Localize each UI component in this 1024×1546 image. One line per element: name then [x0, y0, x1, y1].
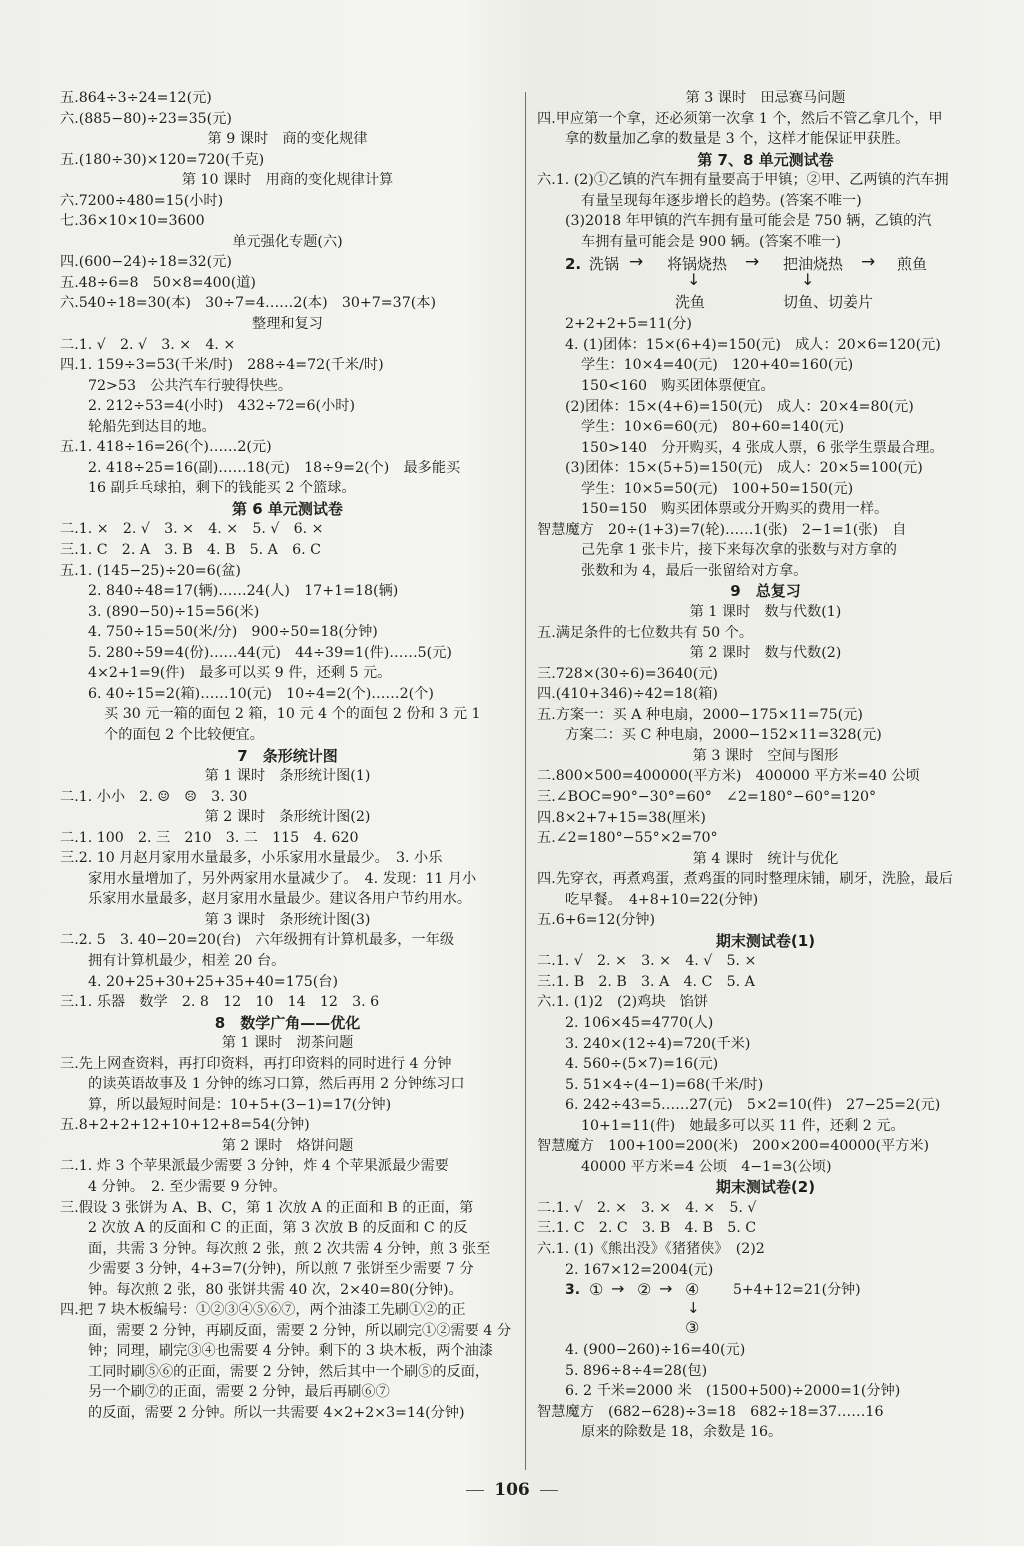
answer-line: 拿的数量加乙拿的数量是 3 个，这样才能保证甲获胜。	[565, 131, 910, 148]
answer-line: 六.(885−80)÷23=35(元)	[60, 110, 232, 127]
lesson-heading: 第 2 课时 数与代数(2)	[689, 645, 842, 662]
answer-line: 2. 212÷53=4(小时) 432÷72=6(小时)	[88, 398, 355, 415]
answer-line: 三.∠BOC=90°−30°=60° ∠2=180°−60°=120°	[537, 788, 877, 805]
section-heading: 期末测试卷(2)	[715, 1178, 816, 1197]
answer-line: 钟。每次煎 2 张，80 张饼共需 40 次，2×40=80(分钟)。	[88, 1281, 463, 1298]
right-column	[537, 88, 994, 1443]
answer-line: 五.满足条件的七位数共有 50 个。	[537, 624, 754, 641]
answer-line: 的读英语故事及 1 分钟的练习口算，然后再用 2 分钟练习口	[88, 1076, 465, 1093]
answer-line: 四.把 7 块木板编号：①②③④⑤⑥⑦，两个油漆工先刷①②的正	[60, 1302, 466, 1319]
lesson-heading: 第 4 课时 统计与优化	[692, 850, 839, 867]
lesson-heading: 第 10 课时 用商的变化规律计算	[181, 172, 394, 189]
answer-line: 己先拿 1 张卡片，接下来每次拿的张数与对方拿的	[581, 542, 897, 559]
flow-step: 煎鱼	[897, 255, 928, 274]
answer-line: 车拥有量可能会是 900 辆。(答案不唯一)	[581, 233, 841, 250]
answer-line: 2. 106×45=4770(人)	[565, 1014, 714, 1031]
answer-line: 有量呈现每年逐步增长的趋势。(答案不唯一)	[581, 192, 862, 209]
answer-line: 2. 840÷48=17(辆)……24(人) 17+1=18(辆)	[88, 583, 399, 600]
answer-line: (3)团体：15×(5+5)=150(元) 成人：20×5=100(元)	[565, 460, 923, 477]
answer-line: 三.728×(30÷6)=3640(元)	[537, 665, 718, 682]
answer-line: 5. 51×4÷(4−1)=68(千米/时)	[565, 1076, 764, 1093]
answer-line: 学生：10×5=50(元) 100+50=150(元)	[581, 480, 854, 497]
lesson-heading: 第 3 课时 空间与图形	[692, 747, 839, 764]
section-heading: 期末测试卷(1)	[715, 931, 816, 950]
answer-line: 学生：10×4=40(元) 120+40=160(元)	[581, 357, 854, 374]
answer-line: 2+2+2+5=11(分)	[565, 316, 692, 333]
answer-line: 五.(180÷30)×120=720(千克)	[60, 151, 265, 168]
answer-line: 五.8+2+2+12+10+12+8=54(分钟)	[60, 1117, 310, 1134]
answer-line: 2 次放 A 的反面和 C 的正面，第 3 次放 B 的反面和 C 的反	[88, 1220, 468, 1237]
answer-line: 原来的除数是 18，余数是 16。	[581, 1424, 783, 1441]
answer-line: 个的面包 2 个比较便宜。	[104, 726, 264, 743]
answer-line: 4. (900−260)÷16=40(元)	[565, 1342, 746, 1359]
answer-line: 钟；同理，刷完③④也需要 4 分钟。剩下的 3 块木板，两个油漆	[88, 1343, 493, 1360]
arrow-icon: →	[745, 252, 760, 273]
answer-line: 3. 240×(12÷4)=720(千米)	[565, 1035, 751, 1052]
answer-line: 七.36×10×10=3600	[60, 213, 205, 230]
answer-line: 10+1=11(件) 她最多可以买 11 件，还剩 2 元。	[581, 1117, 905, 1134]
down-arrow-icon: ↓	[687, 1299, 700, 1318]
answer-line: 乐家用水量最多，赵月家用水量最少。建议各用户节约用水。	[88, 891, 472, 908]
answer-line: 六.1. (1)2 (2)鸡块 馅饼	[537, 994, 709, 1011]
answer-line: 三.1. B 2. B 3. A 4. C 5. A	[537, 973, 755, 990]
answer-line: 三.1. C 2. A 3. B 4. B 5. A 6. C	[60, 542, 321, 559]
flow-step: 洗锅	[589, 255, 620, 274]
answer-line: 轮船先到达目的地。	[88, 418, 216, 435]
right-column-end	[537, 1340, 994, 1443]
answer-line: 四.(600−24)÷18=32(元)	[60, 254, 232, 271]
answer-line: 150=150 购买团体票或分开购买的费用一样。	[581, 501, 889, 518]
answer-line: 4 分钟。 2. 至少需要 9 分钟。	[88, 1178, 287, 1195]
answer-line: 72>53 公共汽车行驶得快些。	[88, 377, 293, 394]
arrow-icon: →	[629, 252, 644, 273]
lesson-heading: 第 9 课时 商的变化规律	[207, 131, 368, 148]
answer-line: 二.1. 炸 3 个苹果派最少需要 3 分钟，炸 4 个苹果派最少需要	[60, 1158, 449, 1175]
answer-line: 吃早餐。 4+8+10=22(分钟)	[565, 891, 759, 908]
arrow-icon: →	[861, 252, 876, 273]
answer-line: 3. (890−50)÷15=56(米)	[88, 603, 260, 620]
answer-line: 五.1. 418÷16=26(个)……2(元)	[60, 439, 272, 456]
answer-line: 少需要 3 分钟，4+3=7(分钟)，所以煎 7 张饼至少需要 7 分	[88, 1261, 474, 1278]
answer-line: 面，共需 3 分钟。每次煎 2 张，煎 2 次共需 4 分钟，煎 3 张至	[88, 1240, 491, 1257]
answer-line: 三.1. 乐器 数学 2. 8 12 10 14 12 3. 6	[60, 994, 380, 1011]
flow-chart	[537, 252, 994, 314]
answer-line: 家用水量增加了，另外两家用水量减少了。 4. 发现：11 月小	[88, 870, 477, 887]
answer-line: 六.7200÷480=15(小时)	[60, 192, 224, 209]
lesson-heading: 单元强化专题(六)	[232, 233, 343, 250]
answer-line: 工同时刷⑤⑥的正面，需要 2 分钟，然后其中一个刷⑤的反面，	[88, 1363, 490, 1380]
answer-line: 4. 750÷15=50(米/分) 900÷50=18(分钟)	[88, 624, 378, 641]
flow-step: 将锅烧热	[667, 255, 728, 274]
answer-line: 2. 167×12=2004(元)	[565, 1261, 714, 1278]
down-arrow-icon: ↓	[801, 270, 815, 290]
lesson-heading: 第 3 课时 条形统计图(3)	[204, 911, 371, 928]
diagram-node: ④	[685, 1280, 700, 1300]
diagram-calc: 5+4+12=21(分钟)	[733, 1282, 861, 1299]
lesson-heading: 第 1 课时 数与代数(1)	[689, 604, 842, 621]
answer-line: 2. 418÷25=16(副)……18(元) 18÷9=2(个) 最多能买	[88, 459, 461, 476]
answer-line: 四.1. 159÷3=53(千米/时) 288÷4=72(千米/时)	[60, 357, 384, 374]
answer-line: 6. 40÷15=2(箱)……10(元) 10÷4=2(个)……2(个)	[88, 685, 434, 702]
lesson-heading: 第 2 课时 烙饼问题	[221, 1137, 354, 1154]
arrow-icon: →	[659, 1279, 673, 1299]
answer-line: 五.48÷6=8 50×8=400(道)	[60, 274, 256, 291]
arrow-icon: →	[611, 1279, 625, 1299]
answer-line: 二.2. 5 3. 40−20=20(台) 六年级拥有计算机最多，一年级	[60, 932, 455, 949]
answer-line: 6. 242÷43=5……27(元) 5×2=10(件) 27−25=2(元)	[565, 1097, 941, 1114]
answer-line: 150<160 购买团体票便宜。	[581, 378, 775, 395]
answer-line: 五.864÷3÷24=12(元)	[60, 90, 212, 106]
answer-line: 二.1. 100 2. 三 210 3. 二 115 4. 620	[60, 829, 359, 846]
section-heading: 第 7、8 单元测试卷	[697, 150, 834, 169]
page-number	[0, 1480, 1024, 1500]
diagram-node: ①	[589, 1280, 604, 1300]
answer-line: 智慧魔方 100+100=200(米) 200×200=40000(平方米)	[537, 1138, 930, 1155]
answer-line: 二.1. √ 2. × 3. × 4. × 5. √	[537, 1199, 757, 1216]
answer-line: 五.∠2=180°−55°×2=70°	[537, 830, 718, 847]
dash-right	[540, 1490, 558, 1491]
answer-line: 40000 平方米=4 公顷 4−1=3(公顷)	[581, 1158, 832, 1175]
answer-line: 的反面，需要 2 分钟。所以一共需要 4×2+2×3=14(分钟)	[88, 1405, 465, 1421]
answer-line: 六.1. (1)《熊出没》《猪猪侠》 (2)2	[537, 1240, 765, 1257]
down-arrow-icon: ↓	[687, 270, 701, 290]
section-heading: 第 6 单元测试卷	[232, 499, 343, 518]
answer-line: 二.800×500=400000(平方米) 400000 平方米=40 公顷	[537, 768, 920, 785]
lesson-heading: 整理和复习	[252, 316, 323, 333]
answer-line: 6. 2 千米=2000 米 (1500+500)÷2000=1(分钟)	[565, 1383, 901, 1400]
section-heading: 7 条形统计图	[237, 746, 338, 765]
right-column-bottom	[537, 314, 994, 1280]
answer-line: 面，需要 2 分钟，再刷反面，需要 2 分钟，所以刷完①②需要 4 分	[88, 1322, 512, 1339]
diagram-number: 3.	[565, 1282, 581, 1299]
answer-line: (3)2018 年甲镇的汽车拥有量可能会是 750 辆，乙镇的汽	[565, 213, 932, 230]
lesson-heading: 第 1 课时 沏茶问题	[221, 1035, 354, 1052]
order-diagram	[537, 1280, 994, 1340]
lesson-heading: 第 3 课时 田忌赛马问题	[685, 90, 846, 106]
answer-line: 学生：10×6=60(元) 80+60=140(元)	[581, 419, 845, 436]
lesson-heading: 第 2 课时 条形统计图(2)	[204, 809, 371, 826]
answer-line: 二.1. √ 2. × 3. × 4. √ 5. ×	[537, 953, 757, 970]
answer-line: 拥有计算机最少，相差 20 台。	[88, 952, 286, 969]
answer-line: 5. 896÷8÷4=28(包)	[565, 1362, 708, 1379]
answer-line: 五.6+6=12(分钟)	[537, 912, 656, 929]
answer-line: 另一个刷⑦的正面，需要 2 分钟，最后再刷⑥⑦	[88, 1384, 390, 1401]
diagram-node: ③	[685, 1318, 700, 1338]
answer-line: 六.1. (2)①乙镇的汽车拥有量要高于甲镇；②甲、乙两镇的汽车拥	[537, 172, 949, 189]
answer-line: 150>140 分开购买，4 张成人票，6 张学生票最合理。	[581, 439, 944, 456]
flow-sub: 切鱼、切姜片	[783, 293, 874, 312]
left-column	[60, 88, 515, 1424]
section-heading: 8 数学广角——优化	[214, 1013, 361, 1032]
answer-line: 六.540÷18=30(本) 30÷7=4……2(本) 30+7=37(本)	[60, 295, 436, 312]
answer-line: 四.(410+346)÷42=18(箱)	[537, 686, 718, 703]
diagram-node: ②	[637, 1280, 652, 1300]
answer-line: 买 30 元一箱的面包 2 箱，10 元 4 个的面包 2 份和 3 元 1	[104, 706, 481, 723]
answer-line: 二.1. √ 2. √ 3. × 4. ×	[60, 336, 236, 353]
answer-line: 五.1. (145−25)÷20=6(盆)	[60, 562, 241, 579]
answer-line: 智慧魔方 20÷(1+3)=7(轮)……1(张) 2−1=1(张) 自	[537, 521, 907, 538]
answer-line: 四.甲应第一个拿，还必须第一次拿 1 个，然后不管乙拿几个，甲	[537, 110, 943, 127]
answer-line: 二.1. 小小 2. ☺ ☹ 3. 30	[60, 788, 248, 805]
page-number-text: 106	[494, 1480, 530, 1500]
answer-line: 4×2+1=9(件) 最多可以买 9 件，还剩 5 元。	[88, 665, 392, 682]
answer-line: 张数和为 4，最后一张留给对方拿。	[581, 562, 808, 579]
answer-line: 4. 20+25+30+25+35+40=175(台)	[88, 973, 339, 990]
answer-line: 方案二：买 C 种电扇，2000−152×11=328(元)	[565, 727, 882, 744]
flow-number: 2.	[565, 255, 582, 274]
answer-line: 四.先穿衣，再煮鸡蛋，煮鸡蛋的同时整理床铺，刷牙，洗脸，最后	[537, 871, 953, 888]
flow-step: 把油烧热	[783, 255, 844, 274]
lesson-heading: 第 1 课时 条形统计图(1)	[204, 768, 371, 785]
section-heading: 9 总复习	[730, 582, 801, 601]
answer-line: 五.方案一：买 A 种电扇，2000−175×11=75(元)	[537, 706, 863, 723]
right-column-top	[537, 88, 994, 252]
answer-line: 四.8×2+7+15=38(厘米)	[537, 809, 706, 826]
dash-left	[466, 1490, 484, 1491]
column-divider	[525, 92, 526, 1470]
answer-line: 16 副乒乓球拍，剩下的钱能买 2 个篮球。	[88, 480, 356, 497]
answer-line: 三.先上网查资料，再打印资料，再打印资料的同时进行 4 分钟	[60, 1055, 452, 1072]
answer-line: 三.假设 3 张饼为 A、B、C，第 1 次放 A 的正面和 B 的正面，第	[60, 1199, 474, 1216]
answer-line: 算，所以最短时间是：10+5+(3−1)=17(分钟)	[88, 1096, 392, 1113]
answer-line: 三.2. 10 月赵月家用水量最多，小乐家用水量最少。 3. 小乐	[60, 850, 443, 867]
answer-line: 4. (1)团体：15×(6+4)=150(元) 成人：20×6=120(元)	[565, 336, 941, 353]
flow-sub: 洗鱼	[675, 293, 706, 312]
answer-line: (2)团体：15×(4+6)=150(元) 成人：20×4=80(元)	[565, 398, 914, 415]
answer-line: 二.1. × 2. √ 3. × 4. × 5. √ 6. ×	[60, 521, 324, 538]
answer-line: 5. 280÷59=4(份)……44(元) 44÷39=1(件)……5(元)	[88, 644, 452, 661]
answer-line: 三.1. C 2. C 3. B 4. B 5. C	[537, 1220, 757, 1237]
answer-line: 4. 560÷(5×7)=16(元)	[565, 1056, 719, 1073]
answer-line: 智慧魔方 (682−628)÷3=18 682÷18=37……16	[537, 1403, 884, 1420]
